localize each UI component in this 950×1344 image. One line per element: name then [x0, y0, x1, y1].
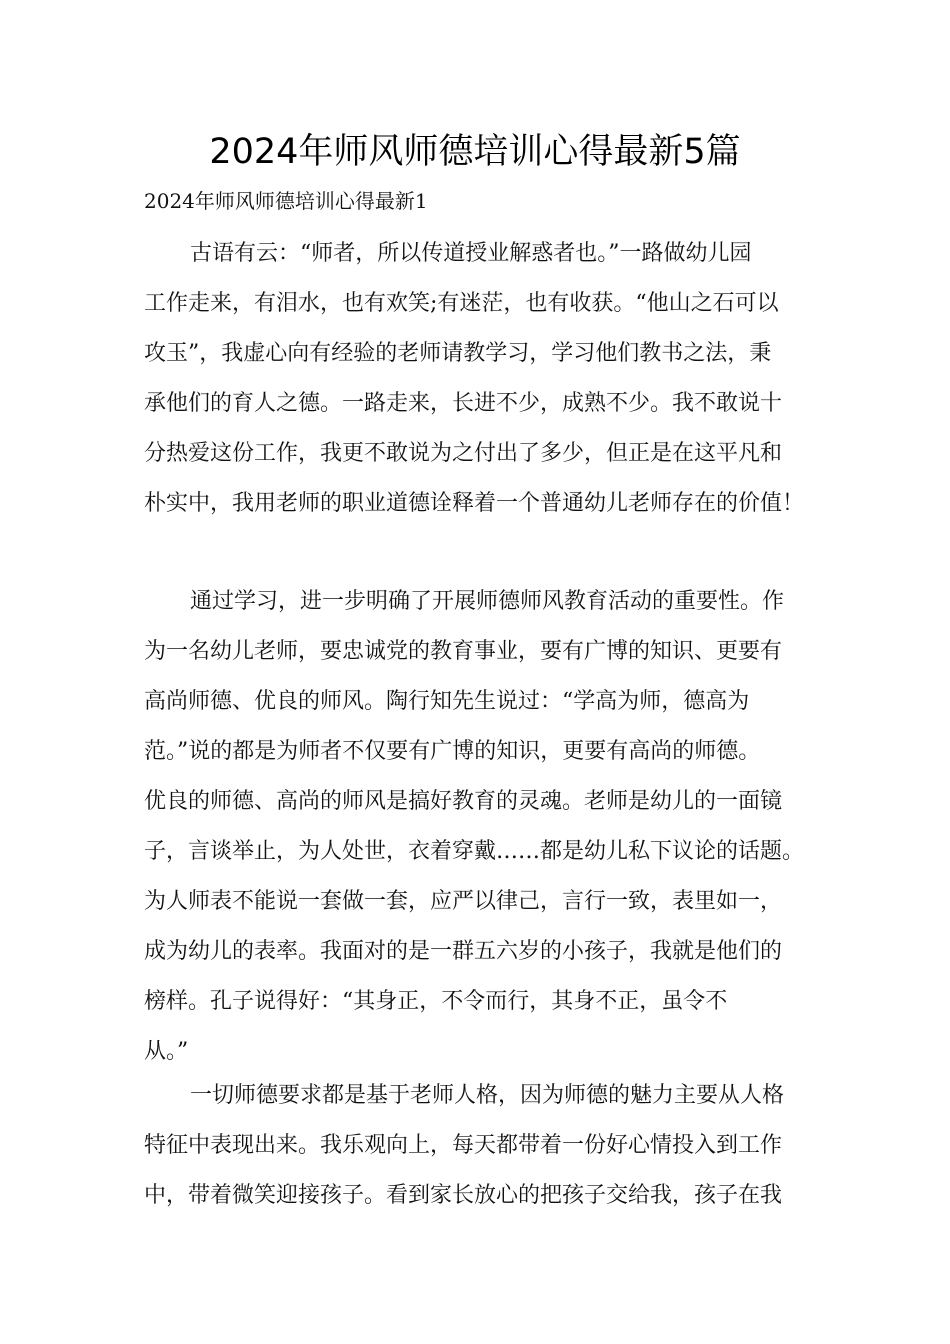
paragraph-line: 高尚师德、优良的师风。陶行知先生说过：“学高为师，德高为	[144, 689, 750, 714]
paragraph-line: 子，言谈举止，为人处世，衣着穿戴……都是幼儿私下议论的话题。	[144, 839, 805, 864]
paragraph-line: 朴实中，我用老师的职业道德诠释着一个普通幼儿老师存在的价值！	[144, 491, 805, 516]
paragraph-line: 中，带着微笑迎接孩子。看到家长放心的把孩子交给我，孩子在我	[144, 1183, 783, 1208]
paragraph-line: 特征中表现出来。我乐观向上，每天都带着一份好心情投入到工作	[144, 1133, 783, 1158]
document-title: 2024年师风师德培训心得最新5篇	[209, 132, 741, 172]
paragraph-line: 从。”	[144, 1039, 189, 1064]
section-heading: 2024年师风师德培训心得最新1	[144, 189, 428, 213]
paragraph-2	[144, 577, 824, 1077]
paragraph-line: 分热爱这份工作，我更不敢说为之付出了多少，但正是在这平凡和	[144, 441, 783, 466]
paragraph-line: 为人师表不能说一套做一套，应严以律己，言行一致，表里如一，	[144, 889, 783, 914]
paragraph-line: 为一名幼儿老师，要忠诚党的教育事业，要有广博的知识、更要有	[144, 639, 783, 664]
paragraph-line: 优良的师德、高尚的师风是搞好教育的灵魂。老师是幼儿的一面镜	[144, 789, 783, 814]
paragraph-line: 一切师德要求都是基于老师人格，因为师德的魅力主要从人格	[190, 1083, 785, 1108]
paragraph-line: 攻玉”，我虚心向有经验的老师请教学习，学习他们教书之法，秉	[144, 341, 772, 366]
paragraph-1	[144, 229, 824, 529]
paragraph-line: 通过学习，进一步明确了开展师德师风教育活动的重要性。作	[190, 589, 785, 614]
paragraph-line: 榜样。孔子说得好：“其身正，不令而行，其身不正，虽令不	[144, 989, 728, 1014]
paragraph-line: 工作走来，有泪水，也有欢笑;有迷茫，也有收获。“他山之石可以	[144, 291, 779, 316]
paragraph-line: 古语有云：“师者，所以传道授业解惑者也。”一路做幼儿园	[190, 241, 752, 266]
paragraph-line: 承他们的育人之德。一路走来，长进不少，成熟不少。我不敢说十	[144, 391, 783, 416]
paragraph-line: 成为幼儿的表率。我面对的是一群五六岁的小孩子，我就是他们的	[144, 939, 783, 964]
paragraph-line: 范。”说的都是为师者不仅要有广博的知识，更要有高尚的师德。	[144, 739, 761, 764]
paragraph-3	[144, 1071, 824, 1221]
